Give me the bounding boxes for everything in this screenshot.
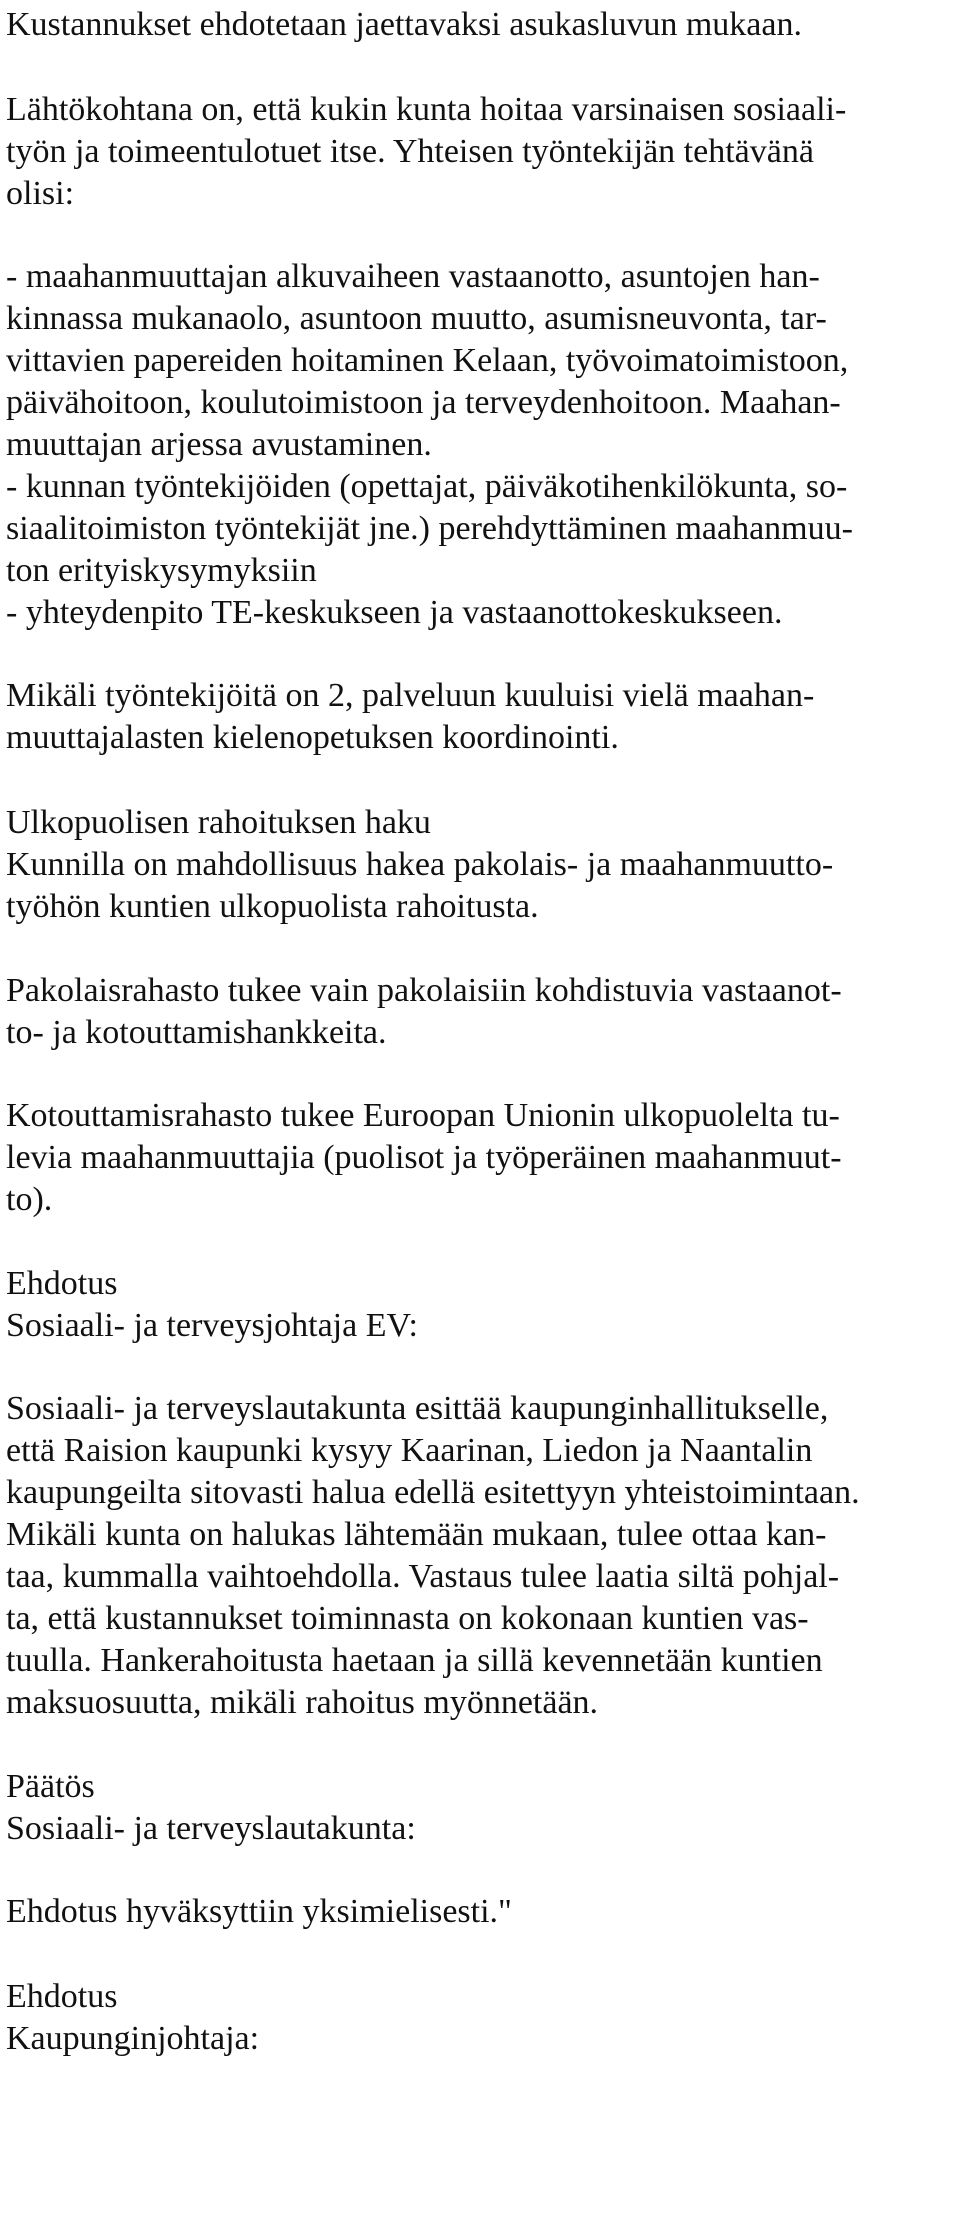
text-line: - kunnan työntekijöiden (opettajat, päiväkotihenkilökunta, so- bbox=[6, 468, 848, 505]
text-line: Ehdotus hyväksyttiin yksimielisesti." bbox=[6, 1893, 512, 1930]
text-line: Kustannukset ehdotetaan jaettavaksi asukasluvun mukaan. bbox=[6, 6, 802, 43]
text-line: kinnassa mukanaolo, asuntoon muutto, asumisneuvonta, tar- bbox=[6, 300, 827, 337]
text-line: Ehdotus bbox=[6, 1265, 118, 1302]
text-line: Päätös bbox=[6, 1768, 95, 1805]
text-line: maksuosuutta, mikäli rahoitus myönnetään. bbox=[6, 1684, 599, 1721]
text-line: Sosiaali- ja terveysjohtaja EV: bbox=[6, 1307, 418, 1344]
text-line: työn ja toimeentulotuet itse. Yhteisen työntekijän tehtävänä bbox=[6, 133, 814, 170]
text-line: Mikäli työntekijöitä on 2, palveluun kuuluisi vielä maahan- bbox=[6, 677, 815, 714]
text-line: Mikäli kunta on halukas lähtemään mukaan, tulee ottaa kan- bbox=[6, 1516, 827, 1553]
text-line: Kaupunginjohtaja: bbox=[6, 2020, 260, 2057]
text-line: olisi: bbox=[6, 175, 75, 212]
text-line: to). bbox=[6, 1181, 53, 1218]
text-line: kaupungeilta sitovasti halua edellä esitettyyn yhteistoimintaan. bbox=[6, 1474, 860, 1511]
text-line: ton erityiskysymyksiin bbox=[6, 552, 317, 589]
text-line: - maahanmuuttajan alkuvaiheen vastaanotto, asuntojen han- bbox=[6, 258, 820, 295]
text-line: ta, että kustannukset toiminnasta on kokonaan kuntien vas- bbox=[6, 1600, 809, 1637]
text-line: to- ja kotouttamishankkeita. bbox=[6, 1014, 387, 1051]
text-line: päivähoitoon, koulutoimistoon ja terveydenhoitoon. Maahan- bbox=[6, 384, 841, 421]
text-line: muuttajan arjessa avustaminen. bbox=[6, 426, 432, 463]
text-line: Sosiaali- ja terveyslautakunta esittää kaupunginhallitukselle, bbox=[6, 1390, 829, 1427]
text-line: - yhteydenpito TE-keskukseen ja vastaanottokeskukseen. bbox=[6, 594, 783, 631]
text-line: levia maahanmuuttajia (puolisot ja työperäinen maahanmuut- bbox=[6, 1139, 842, 1176]
text-line: Ulkopuolisen rahoituksen haku bbox=[6, 804, 431, 841]
text-line: Kotouttamisrahasto tukee Euroopan Unionin ulkopuolelta tu- bbox=[6, 1097, 840, 1134]
text-line: vittavien papereiden hoitaminen Kelaan, työvoimatoimistoon, bbox=[6, 342, 849, 379]
text-line: että Raision kaupunki kysyy Kaarinan, Liedon ja Naantalin bbox=[6, 1432, 813, 1469]
text-line: taa, kummalla vaihtoehdolla. Vastaus tulee laatia siltä pohjal- bbox=[6, 1558, 840, 1595]
text-line: Lähtökohtana on, että kukin kunta hoitaa varsinaisen sosiaali- bbox=[6, 91, 847, 128]
text-line: Pakolaisrahasto tukee vain pakolaisiin kohdistuvia vastaanot- bbox=[6, 972, 842, 1009]
text-line: Kunnilla on mahdollisuus hakea pakolais- ja maahanmuutto- bbox=[6, 846, 834, 883]
text-line: tuulla. Hankerahoitusta haetaan ja sillä kevennetään kuntien bbox=[6, 1642, 823, 1679]
text-line: muuttajalasten kielenopetuksen koordinointi. bbox=[6, 719, 619, 756]
text-line: työhön kuntien ulkopuolista rahoitusta. bbox=[6, 888, 539, 925]
text-line: siaalitoimiston työntekijät jne.) perehdyttäminen maahanmuu- bbox=[6, 510, 853, 547]
text-line: Sosiaali- ja terveyslautakunta: bbox=[6, 1810, 416, 1847]
text-line: Ehdotus bbox=[6, 1978, 118, 2015]
